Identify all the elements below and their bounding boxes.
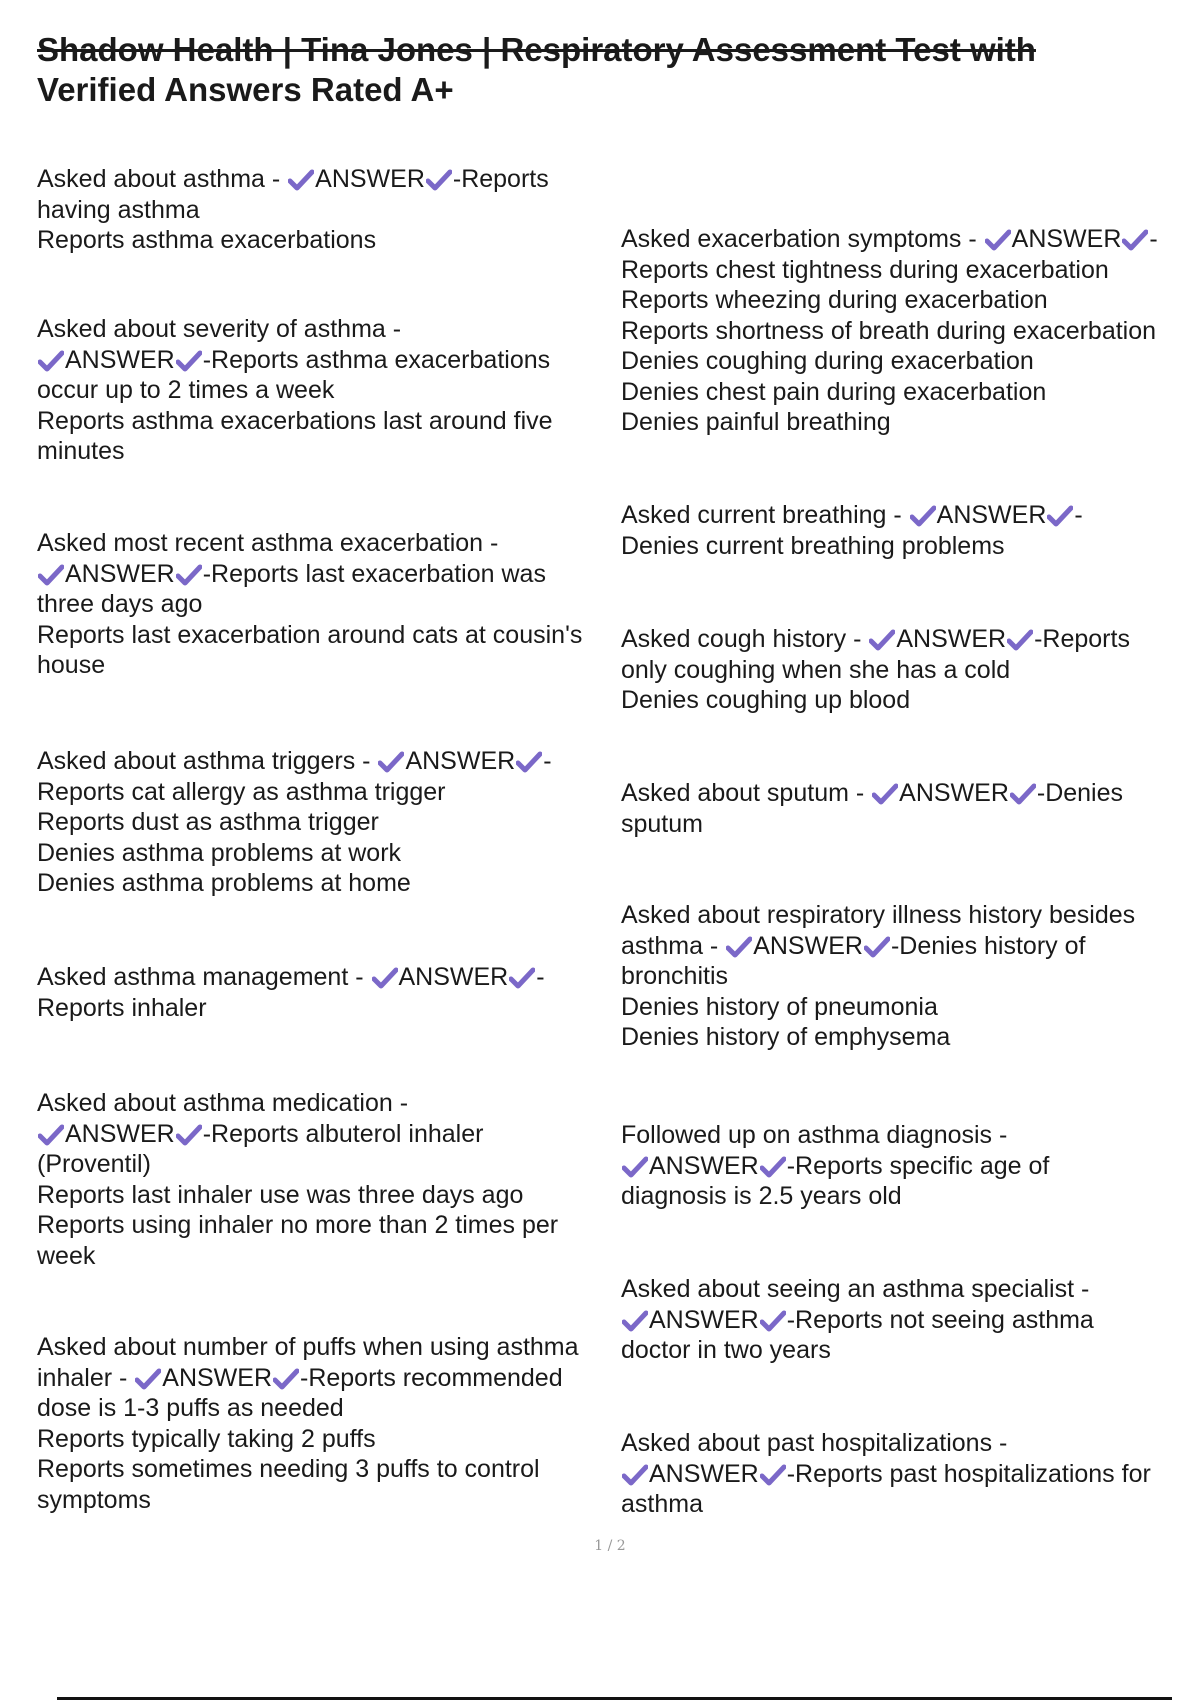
qa-line: minutes bbox=[37, 437, 125, 465]
qa-line bbox=[621, 778, 1196, 809]
qa-block bbox=[37, 962, 617, 1023]
document-title bbox=[37, 30, 1167, 110]
checkmark-icon bbox=[135, 1368, 161, 1390]
qa-line: Asked about past hospitalizations - bbox=[621, 1429, 1008, 1457]
answer-text: - bbox=[1149, 225, 1158, 253]
qa-line: Reports inhaler bbox=[37, 993, 207, 1022]
qa-line: Reports asthma exacerbations last around five bbox=[37, 406, 553, 435]
checkmark-icon bbox=[176, 350, 202, 372]
qa-block bbox=[37, 746, 617, 899]
answer-text: -Denies bbox=[1036, 779, 1124, 807]
answer-label: ANSWER bbox=[315, 165, 425, 193]
qa-block bbox=[621, 1428, 1196, 1520]
qa-line: house bbox=[37, 651, 106, 679]
checkmark-icon bbox=[38, 350, 64, 372]
checkmark-icon bbox=[622, 1156, 648, 1178]
answer-label: ANSWER bbox=[649, 1305, 759, 1334]
checkmark-icon bbox=[760, 1464, 786, 1486]
checkmark-icon bbox=[1122, 229, 1148, 251]
answer-label: ANSWER bbox=[1011, 225, 1122, 253]
qa-line: Denies asthma problems at work bbox=[37, 838, 402, 867]
question-text: inhaler - bbox=[37, 1363, 135, 1392]
title-line-1: Shadow Health | Tina Jones | Respiratory Assessment Test with bbox=[37, 31, 1036, 68]
question-text: Asked about sputum - bbox=[621, 779, 872, 807]
answer-label: ANSWER bbox=[65, 345, 175, 374]
qa-line: Denies painful breathing bbox=[621, 408, 891, 436]
checkmark-icon bbox=[1007, 629, 1033, 651]
qa-block bbox=[37, 164, 617, 256]
qa-line: Reports chest tightness during exacerbation bbox=[621, 255, 1109, 284]
checkmark-icon bbox=[273, 1368, 299, 1390]
checkmark-icon bbox=[516, 751, 542, 773]
checkmark-icon bbox=[869, 629, 895, 651]
qa-line: Asked about asthma medication - bbox=[37, 1089, 409, 1117]
qa-line: Denies current breathing problems bbox=[621, 531, 1005, 560]
qa-line: diagnosis is 2.5 years old bbox=[621, 1182, 902, 1210]
checkmark-icon bbox=[1047, 505, 1073, 527]
qa-block bbox=[37, 528, 617, 681]
answer-text: -Reports bbox=[452, 165, 549, 193]
answer-text: -Reports past hospitalizations for bbox=[786, 1459, 1151, 1488]
qa-line: Denies coughing up blood bbox=[621, 686, 911, 714]
question-text: Asked about asthma - bbox=[37, 165, 288, 193]
qa-line bbox=[37, 746, 617, 777]
checkmark-icon bbox=[760, 1156, 786, 1178]
qa-line: Denies chest pain during exacerbation bbox=[621, 377, 1047, 406]
qa-block bbox=[621, 1274, 1196, 1366]
qa-line: Denies history of pneumonia bbox=[621, 992, 938, 1021]
qa-line: Reports sometimes needing 3 puffs to control bbox=[37, 1455, 540, 1483]
checkmark-icon bbox=[910, 505, 936, 527]
answer-text: -Reports bbox=[1034, 625, 1130, 653]
answer-label: ANSWER bbox=[896, 625, 1007, 653]
checkmark-icon bbox=[176, 564, 202, 586]
qa-line: Reports wheezing during exacerbation bbox=[621, 286, 1048, 314]
qa-line: Asked about respiratory illness history besides bbox=[621, 901, 1136, 929]
answer-text: - bbox=[1074, 501, 1083, 529]
qa-line: having asthma bbox=[37, 195, 200, 224]
qa-line bbox=[621, 931, 1196, 962]
qa-line bbox=[621, 224, 1196, 255]
qa-block bbox=[621, 1120, 1196, 1212]
question-text: asthma - bbox=[621, 931, 726, 960]
qa-block bbox=[37, 1088, 617, 1271]
qa-line: doctor in two years bbox=[621, 1336, 831, 1364]
checkmark-icon bbox=[372, 967, 398, 989]
checkmark-icon bbox=[288, 169, 314, 191]
qa-line bbox=[621, 1151, 1196, 1182]
answer-text: -Reports albuterol inhaler bbox=[202, 1119, 484, 1148]
question-text: Asked exacerbation symptoms - bbox=[621, 225, 984, 253]
checkmark-icon bbox=[378, 751, 404, 773]
answer-label: ANSWER bbox=[899, 779, 1009, 807]
answer-text: -Denies history of bbox=[890, 931, 1086, 960]
checkmark-icon bbox=[872, 783, 898, 805]
qa-line: occur up to 2 times a week bbox=[37, 376, 335, 404]
qa-block bbox=[621, 624, 1196, 716]
checkmark-icon bbox=[985, 229, 1011, 251]
qa-line bbox=[37, 345, 617, 376]
checkmark-icon bbox=[726, 936, 752, 958]
question-text: Asked current breathing - bbox=[621, 501, 909, 529]
qa-line: Reports shortness of breath during exacerbation bbox=[621, 316, 1157, 345]
answer-text: -Reports specific age of bbox=[786, 1151, 1050, 1180]
qa-line: sputum bbox=[621, 809, 703, 838]
checkmark-icon bbox=[38, 1124, 64, 1146]
question-text: Asked asthma management - bbox=[37, 963, 371, 991]
qa-line: Followed up on asthma diagnosis - bbox=[621, 1121, 1008, 1149]
qa-line: bronchitis bbox=[621, 962, 728, 990]
qa-line: Reports cat allergy as asthma trigger bbox=[37, 777, 446, 806]
qa-line: (Proventil) bbox=[37, 1150, 151, 1178]
answer-text: - bbox=[543, 747, 552, 775]
qa-line: Reports last exacerbation around cats at cousin's bbox=[37, 620, 583, 649]
qa-block bbox=[621, 900, 1196, 1053]
qa-line: Denies asthma problems at home bbox=[37, 869, 411, 897]
qa-line: Reports dust as asthma trigger bbox=[37, 808, 379, 836]
qa-line: Asked about number of puffs when using asthma bbox=[37, 1333, 579, 1361]
answer-label: ANSWER bbox=[649, 1151, 759, 1180]
qa-line: three days ago bbox=[37, 590, 203, 618]
qa-line bbox=[37, 559, 617, 590]
qa-block bbox=[37, 314, 617, 467]
qa-line: dose is 1-3 puffs as needed bbox=[37, 1394, 344, 1422]
answer-label: ANSWER bbox=[398, 963, 509, 991]
checkmark-icon bbox=[426, 169, 452, 191]
checkmark-icon bbox=[1010, 783, 1036, 805]
qa-line bbox=[37, 1119, 617, 1150]
qa-block bbox=[621, 778, 1196, 839]
checkmark-icon bbox=[38, 564, 64, 586]
answer-text: - bbox=[536, 963, 545, 991]
question-text: Asked about asthma triggers - bbox=[37, 747, 378, 775]
answer-label: ANSWER bbox=[936, 501, 1047, 529]
answer-label: ANSWER bbox=[65, 1119, 175, 1148]
checkmark-icon bbox=[622, 1464, 648, 1486]
qa-line: Reports typically taking 2 puffs bbox=[37, 1424, 376, 1453]
qa-line: week bbox=[37, 1241, 96, 1270]
page-number: 1 / 2 bbox=[594, 1538, 626, 1554]
qa-line: Reports last inhaler use was three days ago bbox=[37, 1180, 524, 1209]
answer-text: -Reports recommended bbox=[300, 1363, 563, 1392]
title-line-2: Verified Answers Rated A+ bbox=[37, 71, 454, 108]
qa-line bbox=[621, 624, 1196, 655]
qa-line: Asked about severity of asthma - bbox=[37, 315, 402, 343]
answer-label: ANSWER bbox=[65, 559, 175, 588]
qa-line bbox=[37, 164, 617, 195]
qa-line bbox=[621, 1459, 1196, 1490]
answer-label: ANSWER bbox=[162, 1363, 272, 1392]
qa-line: Denies coughing during exacerbation bbox=[621, 347, 1034, 375]
answer-text: -Reports not seeing asthma bbox=[786, 1305, 1094, 1334]
checkmark-icon bbox=[760, 1310, 786, 1332]
qa-block bbox=[621, 224, 1196, 438]
qa-line bbox=[37, 1363, 617, 1394]
answer-text: -Reports last exacerbation was bbox=[202, 559, 546, 588]
qa-line bbox=[621, 500, 1196, 531]
qa-block bbox=[621, 500, 1196, 561]
qa-line: Reports using inhaler no more than 2 times per bbox=[37, 1211, 559, 1239]
checkmark-icon bbox=[864, 936, 890, 958]
qa-line: symptoms bbox=[37, 1485, 151, 1514]
checkmark-icon bbox=[622, 1310, 648, 1332]
qa-line bbox=[621, 1305, 1196, 1336]
answer-label: ANSWER bbox=[649, 1459, 759, 1488]
answer-text: -Reports asthma exacerbations bbox=[202, 345, 551, 374]
qa-line: Asked most recent asthma exacerbation - bbox=[37, 529, 499, 557]
qa-line: only coughing when she has a cold bbox=[621, 655, 1011, 684]
qa-block bbox=[37, 1332, 617, 1515]
answer-label: ANSWER bbox=[753, 931, 863, 960]
qa-line: Reports asthma exacerbations bbox=[37, 226, 377, 254]
qa-line: asthma bbox=[621, 1490, 703, 1518]
qa-line bbox=[37, 962, 617, 993]
qa-line: Asked about seeing an asthma specialist - bbox=[621, 1275, 1090, 1303]
qa-line: Denies history of emphysema bbox=[621, 1023, 951, 1051]
question-text: Asked cough history - bbox=[621, 625, 869, 653]
checkmark-icon bbox=[509, 967, 535, 989]
checkmark-icon bbox=[176, 1124, 202, 1146]
answer-label: ANSWER bbox=[405, 747, 516, 775]
